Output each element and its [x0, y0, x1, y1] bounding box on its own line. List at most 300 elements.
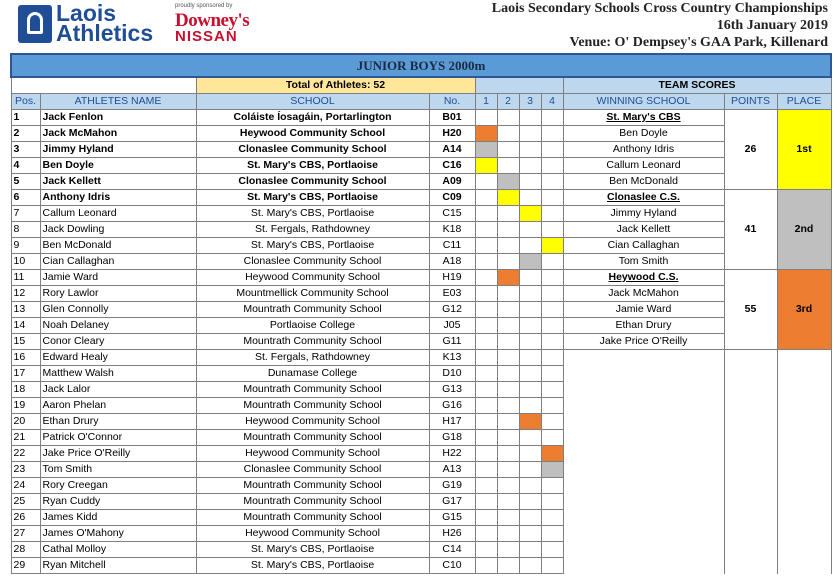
- team-marker-cell: [497, 174, 519, 190]
- athlete-name: Callum Leonard: [40, 206, 196, 222]
- team-marker-cell: [497, 302, 519, 318]
- team-marker-cell: [497, 398, 519, 414]
- athlete-row: [11, 222, 831, 238]
- team-marker-cell: [519, 510, 541, 526]
- athlete-number: A18: [429, 254, 475, 270]
- team-member: Ethan Drury: [563, 318, 724, 334]
- event-title: Laois Secondary Schools Cross Country Championships: [491, 1, 828, 16]
- team-marker-cell: [497, 462, 519, 478]
- athlete-school: Clonaslee Community School: [196, 174, 429, 190]
- team-marker-cell: [475, 494, 497, 510]
- athlete-school: Mountrath Community School: [196, 382, 429, 398]
- athlete-school: Heywood Community School: [196, 270, 429, 286]
- team-empty-place: [777, 494, 831, 510]
- athlete-school: Heywood Community School: [196, 526, 429, 542]
- team-empty-points: [724, 350, 777, 366]
- team-marker-cell: [519, 558, 541, 574]
- team-marker-cell: [497, 558, 519, 574]
- athlete-name: James Kidd: [40, 510, 196, 526]
- athlete-name: Jack Kellett: [40, 174, 196, 190]
- team-member: Ben McDonald: [563, 174, 724, 190]
- col-team-4: 4: [541, 94, 563, 110]
- athlete-name: Glen Connolly: [40, 302, 196, 318]
- team-empty-place: [777, 366, 831, 382]
- team-marker-cell: [475, 174, 497, 190]
- team-marker-cell: [519, 366, 541, 382]
- team-marker-cell: [541, 270, 563, 286]
- athlete-pos: 23: [11, 462, 40, 478]
- team-marker-cell: [497, 526, 519, 542]
- athlete-row: [11, 302, 831, 318]
- team-empty-points: [724, 510, 777, 526]
- team-marker-cell: [475, 398, 497, 414]
- team-school-name: Clonaslee C.S.: [563, 190, 724, 206]
- athlete-name: Ryan Cuddy: [40, 494, 196, 510]
- team-marker-cell: [519, 382, 541, 398]
- team-marker-cell: [497, 414, 519, 430]
- race-title: JUNIOR BOYS 2000m: [11, 54, 831, 77]
- team-marker-cell: [541, 318, 563, 334]
- team-marker-cell: [475, 206, 497, 222]
- column-header-row: [11, 94, 831, 110]
- col-pos: Pos.: [11, 94, 40, 110]
- athlete-school: St. Mary's CBS, Portlaoise: [196, 542, 429, 558]
- col-points: POINTS: [724, 94, 777, 110]
- team-marker-cell: [497, 126, 519, 142]
- team-marker-cell: [475, 382, 497, 398]
- team-empty-points: [724, 462, 777, 478]
- team-marker-cell: [519, 350, 541, 366]
- team-empty-points: [724, 382, 777, 398]
- team-empty-place: [777, 558, 831, 574]
- athlete-row: [11, 238, 831, 254]
- athlete-number: H17: [429, 414, 475, 430]
- team-marker-cell: [475, 142, 497, 158]
- team-marker-cell: [519, 222, 541, 238]
- athlete-row: [11, 510, 831, 526]
- athlete-number: G13: [429, 382, 475, 398]
- team-marker-cell: [497, 446, 519, 462]
- athlete-pos: 16: [11, 350, 40, 366]
- athlete-pos: 19: [11, 398, 40, 414]
- athlete-school: Portlaoise College: [196, 318, 429, 334]
- col-athlete-name: ATHLETES NAME: [40, 94, 196, 110]
- team-marker-cell: [519, 286, 541, 302]
- athlete-number: K18: [429, 222, 475, 238]
- athlete-name: Noah Delaney: [40, 318, 196, 334]
- athlete-row: [11, 494, 831, 510]
- team-points: 41: [724, 190, 777, 270]
- athlete-number: C15: [429, 206, 475, 222]
- athlete-school: St. Mary's CBS, Portlaoise: [196, 190, 429, 206]
- team-empty-place: [777, 398, 831, 414]
- logo-line-1: Laois: [56, 0, 117, 26]
- athlete-name: Anthony Idris: [40, 190, 196, 206]
- athlete-name: Jake Price O'Reilly: [40, 446, 196, 462]
- team-marker-cell: [541, 430, 563, 446]
- team-marker-cell: [475, 222, 497, 238]
- team-marker-cell: [475, 318, 497, 334]
- team-marker-cell: [475, 238, 497, 254]
- team-empty-school: [563, 526, 724, 542]
- athlete-school: Clonaslee Community School: [196, 254, 429, 270]
- team-marker-cell: [541, 446, 563, 462]
- athlete-school: St. Mary's CBS, Portlaoise: [196, 158, 429, 174]
- athlete-name: Jack Fenlon: [40, 110, 196, 126]
- team-empty-school: [563, 510, 724, 526]
- team-marker-cell: [475, 190, 497, 206]
- team-marker-cell: [541, 174, 563, 190]
- athlete-name: Jack Dowling: [40, 222, 196, 238]
- athlete-row: [11, 350, 831, 366]
- col-school: SCHOOL: [196, 94, 429, 110]
- athlete-pos: 18: [11, 382, 40, 398]
- team-marker-cell: [519, 526, 541, 542]
- team-marker-cell: [497, 110, 519, 126]
- team-member: Ben Doyle: [563, 126, 724, 142]
- athlete-school: Mountmellick Community School: [196, 286, 429, 302]
- sponsor-logo-nissan: NISSAN: [175, 28, 238, 45]
- athlete-row: [11, 110, 831, 126]
- team-marker-cell: [497, 286, 519, 302]
- athlete-pos: 4: [11, 158, 40, 174]
- team-empty-points: [724, 558, 777, 574]
- athlete-school: St. Mary's CBS, Portlaoise: [196, 206, 429, 222]
- team-marker-cell: [541, 526, 563, 542]
- team-empty-points: [724, 366, 777, 382]
- athlete-name: James O'Mahony: [40, 526, 196, 542]
- team-marker-cell: [475, 478, 497, 494]
- team-marker-cell: [497, 494, 519, 510]
- team-marker-cell: [519, 270, 541, 286]
- team-marker-cell: [475, 366, 497, 382]
- team-empty-school: [563, 398, 724, 414]
- team-marker-cell: [497, 430, 519, 446]
- athlete-school: St. Mary's CBS, Portlaoise: [196, 558, 429, 574]
- event-date: 16th January 2019: [716, 18, 828, 33]
- team-empty-points: [724, 398, 777, 414]
- athlete-row: [11, 382, 831, 398]
- team-marker-cell: [497, 190, 519, 206]
- total-athletes: Total of Athletes: 52: [196, 77, 475, 94]
- team-member: Cian Callaghan: [563, 238, 724, 254]
- athlete-school: Clonaslee Community School: [196, 462, 429, 478]
- team-marker-cell: [541, 126, 563, 142]
- athlete-name: Cian Callaghan: [40, 254, 196, 270]
- team-school-name: Heywood C.S.: [563, 270, 724, 286]
- athlete-pos: 13: [11, 302, 40, 318]
- team-empty-school: [563, 414, 724, 430]
- athlete-row: [11, 398, 831, 414]
- team-empty-school: [563, 462, 724, 478]
- team-marker-cell: [541, 142, 563, 158]
- team-points: 26: [724, 110, 777, 190]
- athlete-number: G16: [429, 398, 475, 414]
- athlete-number: H19: [429, 270, 475, 286]
- team-marker-cell: [541, 110, 563, 126]
- athlete-school: Clonaslee Community School: [196, 142, 429, 158]
- team-marker-cell: [475, 542, 497, 558]
- team-marker-cell: [541, 494, 563, 510]
- athlete-school: St. Mary's CBS, Portlaoise: [196, 238, 429, 254]
- athlete-number: A14: [429, 142, 475, 158]
- athlete-name: Cathal Molloy: [40, 542, 196, 558]
- athlete-number: C10: [429, 558, 475, 574]
- team-empty-school: [563, 382, 724, 398]
- athlete-row: [11, 286, 831, 302]
- team-marker-cell: [497, 542, 519, 558]
- athlete-row: [11, 430, 831, 446]
- athlete-school: Mountrath Community School: [196, 510, 429, 526]
- team-empty-place: [777, 462, 831, 478]
- team-empty-points: [724, 526, 777, 542]
- athlete-name: Conor Cleary: [40, 334, 196, 350]
- sponsor-tagline: proudly sponsored by: [175, 3, 233, 9]
- athlete-number: C14: [429, 542, 475, 558]
- team-marker-cell: [475, 446, 497, 462]
- athlete-pos: 27: [11, 526, 40, 542]
- athlete-school: Mountrath Community School: [196, 302, 429, 318]
- team-member: Jimmy Hyland: [563, 206, 724, 222]
- team-marker-cell: [541, 334, 563, 350]
- team-place: 3rd: [777, 270, 831, 350]
- team-marker-cell: [497, 478, 519, 494]
- athlete-pos: 1: [11, 110, 40, 126]
- team-marker-cell: [497, 238, 519, 254]
- col-place: PLACE: [777, 94, 831, 110]
- athlete-school: Mountrath Community School: [196, 430, 429, 446]
- athlete-number: K13: [429, 350, 475, 366]
- team-marker-cell: [475, 302, 497, 318]
- athlete-school: Coláiste Íosagáin, Portarlington: [196, 110, 429, 126]
- event-venue: Venue: O' Dempsey's GAA Park, Killenard: [569, 35, 828, 50]
- team-marker-cell: [519, 158, 541, 174]
- team-member: Jack Kellett: [563, 222, 724, 238]
- team-marker-cell: [519, 254, 541, 270]
- team-marker-cell: [541, 190, 563, 206]
- team-empty-school: [563, 542, 724, 558]
- athlete-name: Jamie Ward: [40, 270, 196, 286]
- athlete-number: G17: [429, 494, 475, 510]
- athlete-row: [11, 206, 831, 222]
- athlete-number: A13: [429, 462, 475, 478]
- athlete-row: [11, 190, 831, 206]
- sponsor-logo-downeys: Downey's: [175, 10, 250, 31]
- athlete-number: G15: [429, 510, 475, 526]
- col-team-1: 1: [475, 94, 497, 110]
- athlete-school: St. Fergals, Rathdowney: [196, 222, 429, 238]
- team-marker-cell: [541, 350, 563, 366]
- team-place: 2nd: [777, 190, 831, 270]
- athlete-pos: 5: [11, 174, 40, 190]
- team-marker-cell: [519, 302, 541, 318]
- team-member: Jake Price O'Reilly: [563, 334, 724, 350]
- team-marker-cell: [519, 318, 541, 334]
- laois-athletics-logo-icon: [18, 5, 52, 43]
- team-marker-cell: [541, 414, 563, 430]
- athlete-row: [11, 270, 831, 286]
- team-marker-cell: [475, 126, 497, 142]
- athlete-row: [11, 158, 831, 174]
- athlete-school: Dunamase College: [196, 366, 429, 382]
- athlete-name: Ryan Mitchell: [40, 558, 196, 574]
- team-marker-cell: [475, 350, 497, 366]
- team-marker-cell: [519, 398, 541, 414]
- athlete-name: Patrick O'Connor: [40, 430, 196, 446]
- athlete-number: G19: [429, 478, 475, 494]
- event-info: [492, 0, 828, 51]
- team-marker-cell: [475, 430, 497, 446]
- athlete-row: [11, 334, 831, 350]
- athlete-name: Ethan Drury: [40, 414, 196, 430]
- team-marker-cell: [541, 398, 563, 414]
- team-empty-school: [563, 494, 724, 510]
- team-marker-cell: [497, 382, 519, 398]
- athlete-name: Edward Healy: [40, 350, 196, 366]
- team-marker-cell: [541, 158, 563, 174]
- athlete-name: Rory Creegan: [40, 478, 196, 494]
- team-empty-points: [724, 430, 777, 446]
- athlete-number: E03: [429, 286, 475, 302]
- athlete-school: Heywood Community School: [196, 446, 429, 462]
- team-marker-cell: [475, 110, 497, 126]
- team-marker-cell: [519, 206, 541, 222]
- team-marker-cell: [497, 366, 519, 382]
- athlete-pos: 21: [11, 430, 40, 446]
- athlete-row: [11, 446, 831, 462]
- athlete-pos: 2: [11, 126, 40, 142]
- athlete-row: [11, 526, 831, 542]
- team-empty-points: [724, 446, 777, 462]
- team-marker-cell: [475, 270, 497, 286]
- team-marker-cell: [519, 414, 541, 430]
- team-marker-cell: [475, 414, 497, 430]
- athlete-number: H26: [429, 526, 475, 542]
- laois-athletics-logo: [56, 0, 174, 46]
- team-marker-cell: [519, 126, 541, 142]
- team-marker-cell: [541, 558, 563, 574]
- team-empty-place: [777, 542, 831, 558]
- team-empty-school: [563, 478, 724, 494]
- team-marker-cell: [475, 286, 497, 302]
- team-member: Jack McMahon: [563, 286, 724, 302]
- athlete-number: C11: [429, 238, 475, 254]
- logo-line-2: Athletics: [56, 20, 154, 46]
- athlete-number: G12: [429, 302, 475, 318]
- athlete-number: H22: [429, 446, 475, 462]
- athlete-school: St. Fergals, Rathdowney: [196, 350, 429, 366]
- team-empty-place: [777, 382, 831, 398]
- athlete-pos: 9: [11, 238, 40, 254]
- col-team-2: 2: [497, 94, 519, 110]
- athlete-row: [11, 542, 831, 558]
- athlete-school: Heywood Community School: [196, 126, 429, 142]
- team-empty-points: [724, 542, 777, 558]
- team-marker-cell: [519, 430, 541, 446]
- athlete-name: Ben McDonald: [40, 238, 196, 254]
- team-marker-cell: [519, 190, 541, 206]
- athlete-number: G11: [429, 334, 475, 350]
- athlete-pos: 3: [11, 142, 40, 158]
- athlete-row: [11, 558, 831, 574]
- team-empty-place: [777, 478, 831, 494]
- athlete-row: [11, 174, 831, 190]
- athlete-pos: 7: [11, 206, 40, 222]
- athlete-pos: 11: [11, 270, 40, 286]
- team-empty-place: [777, 510, 831, 526]
- athlete-pos: 8: [11, 222, 40, 238]
- athlete-row: [11, 318, 831, 334]
- team-empty-school: [563, 558, 724, 574]
- team-empty-place: [777, 430, 831, 446]
- team-empty-school: [563, 350, 724, 366]
- team-marker-cell: [497, 510, 519, 526]
- athlete-row: [11, 142, 831, 158]
- blank-cell: [11, 77, 196, 94]
- team-marker-cell: [541, 462, 563, 478]
- athlete-name: Tom Smith: [40, 462, 196, 478]
- athlete-pos: 26: [11, 510, 40, 526]
- team-marker-cell: [519, 238, 541, 254]
- team-marker-cell: [541, 478, 563, 494]
- team-marker-cell: [497, 206, 519, 222]
- team-marker-cell: [519, 334, 541, 350]
- team-marker-cell: [475, 158, 497, 174]
- athlete-pos: 22: [11, 446, 40, 462]
- athlete-number: D10: [429, 366, 475, 382]
- athlete-school: Mountrath Community School: [196, 334, 429, 350]
- team-marker-cell: [475, 334, 497, 350]
- col-number: No.: [429, 94, 475, 110]
- team-empty-place: [777, 414, 831, 430]
- athlete-row: [11, 366, 831, 382]
- athlete-pos: 25: [11, 494, 40, 510]
- team-marker-cell: [475, 526, 497, 542]
- team-marker-cell: [475, 510, 497, 526]
- team-marker-cell: [497, 334, 519, 350]
- team-empty-points: [724, 414, 777, 430]
- team-marker-cell: [519, 174, 541, 190]
- athlete-name: Ben Doyle: [40, 158, 196, 174]
- athlete-pos: 29: [11, 558, 40, 574]
- athlete-row: [11, 478, 831, 494]
- athlete-pos: 28: [11, 542, 40, 558]
- team-marker-cell: [497, 254, 519, 270]
- team-marker-cell: [519, 462, 541, 478]
- athlete-pos: 14: [11, 318, 40, 334]
- team-place: 1st: [777, 110, 831, 190]
- athlete-pos: 17: [11, 366, 40, 382]
- athlete-pos: 15: [11, 334, 40, 350]
- athlete-pos: 6: [11, 190, 40, 206]
- athlete-name: Jack McMahon: [40, 126, 196, 142]
- team-points: 55: [724, 270, 777, 350]
- team-marker-cell: [497, 142, 519, 158]
- team-marker-cell: [541, 206, 563, 222]
- team-member: Jamie Ward: [563, 302, 724, 318]
- col-team-3: 3: [519, 94, 541, 110]
- athlete-name: Jimmy Hyland: [40, 142, 196, 158]
- team-school-name: St. Mary's CBS: [563, 110, 724, 126]
- team-marker-cell: [519, 142, 541, 158]
- team-marker-cell: [519, 478, 541, 494]
- team-marker-cell: [541, 254, 563, 270]
- team-scores-heading: TEAM SCORES: [563, 77, 831, 94]
- team-member: Anthony Idris: [563, 142, 724, 158]
- team-empty-school: [563, 446, 724, 462]
- team-empty-place: [777, 446, 831, 462]
- team-marker-cell: [541, 222, 563, 238]
